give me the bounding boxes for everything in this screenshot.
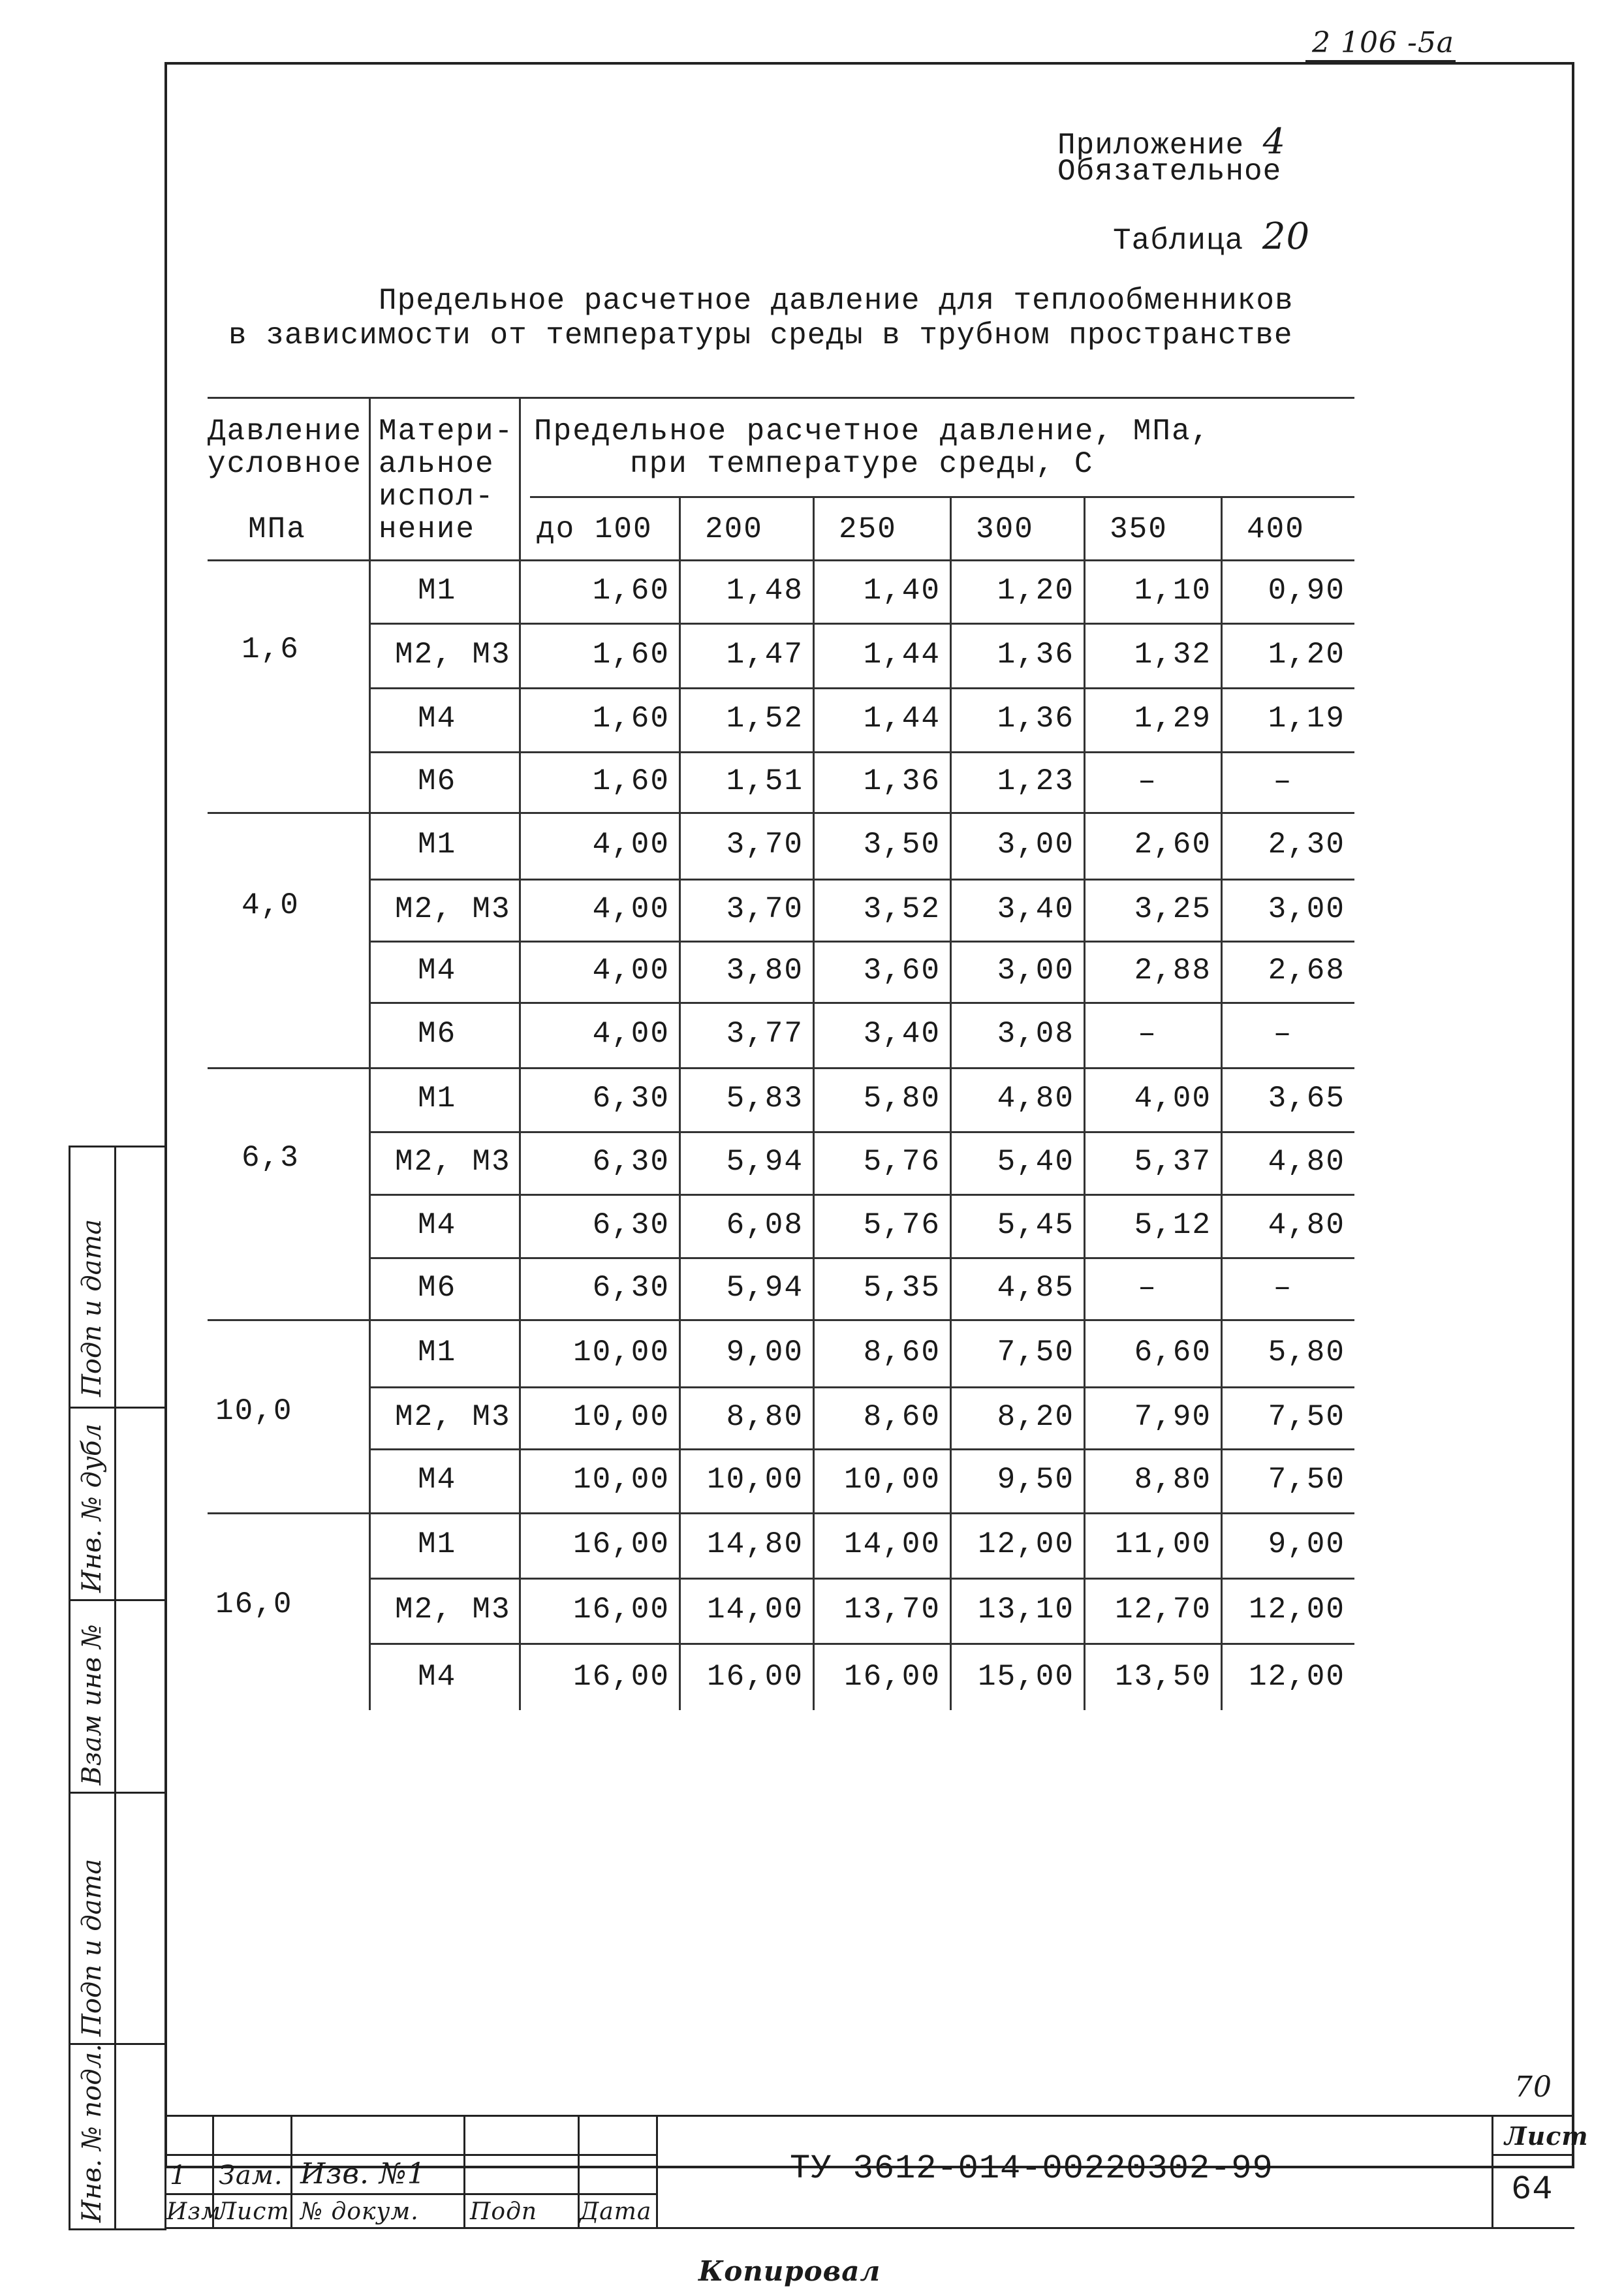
value-cell: 2,30 — [1268, 828, 1345, 862]
sheet-number: 64 — [1511, 2170, 1554, 2209]
value-cell: 6,08 — [726, 1208, 804, 1242]
value-cell: 4,00 — [1134, 1082, 1211, 1115]
value-cell: 8,60 — [863, 1399, 941, 1434]
value-cell: 0,90 — [1268, 573, 1345, 608]
value-cell: 4,00 — [592, 1017, 670, 1051]
header-signature: Подп — [470, 2198, 538, 2225]
value-cell: 12,70 — [1114, 1593, 1211, 1627]
value-cell: 8,80 — [1134, 1463, 1211, 1497]
value-cell: 12,00 — [1248, 1593, 1345, 1627]
value-cell: – — [1138, 1017, 1157, 1051]
title-block-row-2 — [164, 2193, 657, 2195]
table-top-rule — [208, 397, 1354, 399]
value-cell: 6,30 — [592, 1270, 670, 1305]
side-label-replacement-inventory: Взам инв № — [77, 1624, 107, 1785]
row-rule — [369, 1131, 1354, 1133]
table-caption-number: 20 — [1262, 215, 1311, 258]
group-rule — [208, 812, 1354, 814]
material-cell: М1 — [418, 573, 457, 608]
material-cell: М6 — [418, 1270, 457, 1305]
value-cell: 13,70 — [843, 1593, 941, 1627]
material-cell: М2, М3 — [395, 1399, 511, 1434]
value-cell: 4,80 — [1268, 1208, 1345, 1242]
value-cell: 4,80 — [997, 1082, 1074, 1115]
side-label-sign-date-2: Подп и дата — [77, 1858, 107, 2036]
value-cell: 1,48 — [726, 573, 804, 608]
header-material-line2: альное — [379, 447, 495, 481]
value-cell: 16,00 — [572, 1593, 670, 1627]
value-cell: 13,50 — [1114, 1660, 1211, 1694]
material-cell: М2, М3 — [395, 1593, 511, 1627]
header-limit-line2: при температуре среды, С — [630, 447, 1094, 481]
value-cell: 1,20 — [997, 573, 1074, 608]
header-date: Дата — [580, 2198, 652, 2225]
value-cell: 7,50 — [1268, 1463, 1345, 1497]
material-cell: М4 — [418, 1660, 457, 1694]
group-rule — [208, 1512, 1354, 1514]
value-cell: 5,45 — [997, 1208, 1074, 1242]
title-block-col-3 — [463, 2115, 465, 2227]
value-cell: – — [1138, 764, 1157, 798]
header-pressure-line1: Давление — [208, 414, 362, 448]
value-cell: 9,00 — [726, 1335, 804, 1369]
value-cell: 5,80 — [863, 1082, 941, 1115]
value-cell: 4,00 — [592, 954, 670, 988]
temperature-header: 250 — [839, 512, 897, 546]
value-cell: 2,88 — [1134, 954, 1211, 988]
value-cell: 3,52 — [863, 892, 941, 926]
value-cell: 7,50 — [997, 1335, 1074, 1369]
value-cell: 3,08 — [997, 1017, 1074, 1051]
material-cell: М6 — [418, 764, 457, 798]
value-cell: 1,36 — [863, 764, 941, 798]
value-cell: 1,60 — [592, 764, 670, 798]
value-cell: 1,60 — [592, 637, 670, 672]
material-cell: М4 — [418, 1208, 457, 1242]
value-cell: 9,50 — [997, 1463, 1074, 1497]
side-stamp-divider — [114, 1146, 116, 2230]
value-cell: 6,30 — [592, 1145, 670, 1179]
material-cell: М2, М3 — [395, 892, 511, 926]
document-number: 2 106 -5а — [1312, 26, 1455, 59]
header-pressure-line2: условное — [208, 447, 362, 481]
value-cell: 9,00 — [1268, 1527, 1345, 1561]
pressure-cell: 1,6 — [242, 632, 300, 666]
value-cell: 3,00 — [1268, 892, 1345, 926]
pressure-cell: 4,0 — [242, 888, 300, 922]
material-cell: М2, М3 — [395, 637, 511, 672]
value-cell: 5,40 — [997, 1145, 1074, 1179]
material-cell: М4 — [418, 702, 457, 736]
value-cell: 3,77 — [726, 1017, 804, 1051]
value-cell: 3,70 — [726, 892, 804, 926]
table-caption-text: Таблица — [1113, 224, 1244, 258]
value-cell: 8,20 — [997, 1399, 1074, 1434]
header-limit-line1: Предельное расчетное давление, МПа, — [534, 414, 1211, 448]
title-block-sheet-col — [1491, 2115, 1493, 2227]
value-cell: – — [1273, 1270, 1293, 1305]
value-cell: – — [1273, 764, 1293, 798]
side-label-sign-date-1: Подп и дата — [77, 1219, 107, 1397]
value-cell: 4,00 — [592, 892, 670, 926]
value-cell: 5,83 — [726, 1082, 804, 1115]
value-cell: 6,60 — [1134, 1335, 1211, 1369]
value-cell: 5,37 — [1134, 1145, 1211, 1179]
document-code: ТУ 3612-014-00220302-99 — [790, 2149, 1273, 2188]
row-rule — [369, 1448, 1354, 1450]
value-cell: 14,00 — [843, 1527, 941, 1561]
header-material-line4: нение — [379, 512, 476, 546]
row-rule — [369, 1643, 1354, 1645]
pressure-cell: 6,3 — [242, 1141, 300, 1175]
value-cell: 5,80 — [1268, 1335, 1345, 1369]
appendix-label-text: Приложение — [1057, 129, 1245, 163]
value-cell: 1,20 — [1268, 637, 1345, 672]
row-rule — [369, 751, 1354, 753]
pressure-cell: 16,0 — [215, 1587, 293, 1621]
change-sheet: Зам. — [219, 2160, 283, 2191]
value-cell: 15,00 — [977, 1660, 1074, 1694]
value-cell: 3,80 — [726, 954, 804, 988]
value-cell: 5,94 — [726, 1270, 804, 1305]
change-number: 1 — [170, 2160, 187, 2191]
material-cell: М6 — [418, 1017, 457, 1051]
page-mark: 70 — [1514, 2070, 1552, 2104]
value-cell: 11,00 — [1114, 1527, 1211, 1561]
material-cell: М4 — [418, 954, 457, 988]
value-cell: – — [1273, 1017, 1293, 1051]
title-block-row-1 — [164, 2154, 657, 2156]
value-cell: 3,00 — [997, 954, 1074, 988]
value-cell: 1,44 — [863, 637, 941, 672]
row-rule — [369, 879, 1354, 881]
row-rule — [369, 1002, 1354, 1004]
value-cell: 16,00 — [706, 1660, 804, 1694]
value-cell: 5,76 — [863, 1208, 941, 1242]
value-cell: 16,00 — [572, 1660, 670, 1694]
value-cell: 1,60 — [592, 702, 670, 736]
value-cell: 10,00 — [706, 1463, 804, 1497]
value-cell: 5,35 — [863, 1270, 941, 1305]
row-rule — [369, 1257, 1354, 1259]
material-cell: М1 — [418, 1527, 457, 1561]
value-cell: 1,23 — [997, 764, 1074, 798]
row-rule — [369, 941, 1354, 943]
value-cell: 10,00 — [572, 1335, 670, 1369]
table-title-line1: Предельное расчетное давление для теплообменников — [379, 284, 1294, 318]
value-cell: 12,00 — [1248, 1660, 1345, 1694]
value-cell: 3,60 — [863, 954, 941, 988]
value-cell: 14,80 — [706, 1527, 804, 1561]
material-cell: М4 — [418, 1463, 457, 1497]
value-cell: 3,70 — [726, 828, 804, 862]
value-cell: 4,00 — [592, 828, 670, 862]
value-cell: 1,19 — [1268, 702, 1345, 736]
value-cell: 6,30 — [592, 1208, 670, 1242]
header-split-rule — [530, 496, 1354, 498]
sheet-label: Лист — [1505, 2121, 1589, 2151]
row-rule — [369, 623, 1354, 625]
value-cell: 1,44 — [863, 702, 941, 736]
value-cell: 1,29 — [1134, 702, 1211, 736]
value-cell: 1,52 — [726, 702, 804, 736]
title-block-col-5 — [656, 2115, 658, 2227]
header-bottom-rule — [208, 559, 1354, 561]
value-cell: 1,10 — [1134, 573, 1211, 608]
value-cell: 1,36 — [997, 637, 1074, 672]
row-rule — [369, 1386, 1354, 1388]
value-cell: 5,76 — [863, 1145, 941, 1179]
header-material-line1: Матери- — [379, 414, 514, 448]
value-cell: 3,40 — [863, 1017, 941, 1051]
value-cell: 3,40 — [997, 892, 1074, 926]
title-block-bottom — [164, 2227, 1574, 2229]
value-cell: 5,94 — [726, 1145, 804, 1179]
table-title-line2: в зависимости от температуры среды в трубном пространстве — [228, 319, 1293, 352]
value-cell: 16,00 — [843, 1660, 941, 1694]
change-document: Изв. №1 — [300, 2157, 426, 2191]
header-doc-number: № докум. — [300, 2198, 419, 2225]
value-cell: 1,36 — [997, 702, 1074, 736]
value-cell: 2,68 — [1268, 954, 1345, 988]
title-block-top-rule — [164, 2115, 1574, 2117]
table-caption — [1113, 215, 1310, 258]
temperature-header: 350 — [1110, 512, 1168, 546]
title-block-col-2 — [290, 2115, 292, 2227]
header-pressure-line3: МПа — [248, 512, 306, 546]
value-cell: 4,85 — [997, 1270, 1074, 1305]
header-sheet: Лист — [217, 2198, 290, 2225]
value-cell: 3,00 — [997, 828, 1074, 862]
value-cell: 8,80 — [726, 1399, 804, 1434]
value-cell: 16,00 — [572, 1527, 670, 1561]
value-cell: 6,30 — [592, 1082, 670, 1115]
material-cell: М1 — [418, 1335, 457, 1369]
side-stamp-sep-1 — [69, 1407, 166, 1409]
value-cell: 10,00 — [572, 1463, 670, 1497]
value-cell: 3,25 — [1134, 892, 1211, 926]
material-cell: М2, М3 — [395, 1145, 511, 1179]
value-cell: 1,60 — [592, 573, 670, 608]
header-change: Изм — [166, 2198, 221, 2225]
group-rule — [208, 1067, 1354, 1069]
value-cell: 3,50 — [863, 828, 941, 862]
value-cell: 1,47 — [726, 637, 804, 672]
value-cell: 7,50 — [1268, 1399, 1345, 1434]
title-block-sheet-sep — [1491, 2154, 1574, 2156]
value-cell: 13,10 — [977, 1593, 1074, 1627]
value-cell: 12,00 — [977, 1527, 1074, 1561]
value-cell: 4,80 — [1268, 1145, 1345, 1179]
header-material-line3: испол- — [379, 480, 495, 514]
value-cell: 10,00 — [572, 1399, 670, 1434]
row-rule — [369, 1578, 1354, 1580]
pressure-cell: 10,0 — [215, 1394, 293, 1428]
value-cell: 7,90 — [1134, 1399, 1211, 1434]
side-label-original-inventory: Инв. № подл. — [77, 2044, 107, 2223]
value-cell: 1,51 — [726, 764, 804, 798]
appendix-status: Обязательное — [1057, 155, 1282, 189]
value-cell: 2,60 — [1134, 828, 1211, 862]
appendix-number: 4 — [1262, 121, 1287, 162]
temperature-header: 300 — [976, 512, 1034, 546]
temperature-header: до 100 — [537, 512, 653, 546]
value-cell: 1,32 — [1134, 637, 1211, 672]
value-cell: 14,00 — [706, 1593, 804, 1627]
row-rule — [369, 687, 1354, 689]
row-rule — [369, 1194, 1354, 1196]
value-cell: 8,60 — [863, 1335, 941, 1369]
value-cell: 5,12 — [1134, 1208, 1211, 1242]
footer-copied-mark: Копировал — [698, 2255, 881, 2287]
value-cell: 1,40 — [863, 573, 941, 608]
material-cell: М1 — [418, 1082, 457, 1115]
temperature-header: 200 — [705, 512, 763, 546]
temperature-header: 400 — [1247, 512, 1305, 546]
group-rule — [208, 1319, 1354, 1321]
side-label-dup-inventory: Инв. № дубл — [77, 1424, 107, 1593]
value-cell: – — [1138, 1270, 1157, 1305]
material-cell: М1 — [418, 828, 457, 862]
side-stamp-sep-3 — [69, 1792, 166, 1794]
value-cell: 10,00 — [843, 1463, 941, 1497]
side-stamp-sep-2 — [69, 1599, 166, 1601]
value-cell: 3,65 — [1268, 1082, 1345, 1115]
